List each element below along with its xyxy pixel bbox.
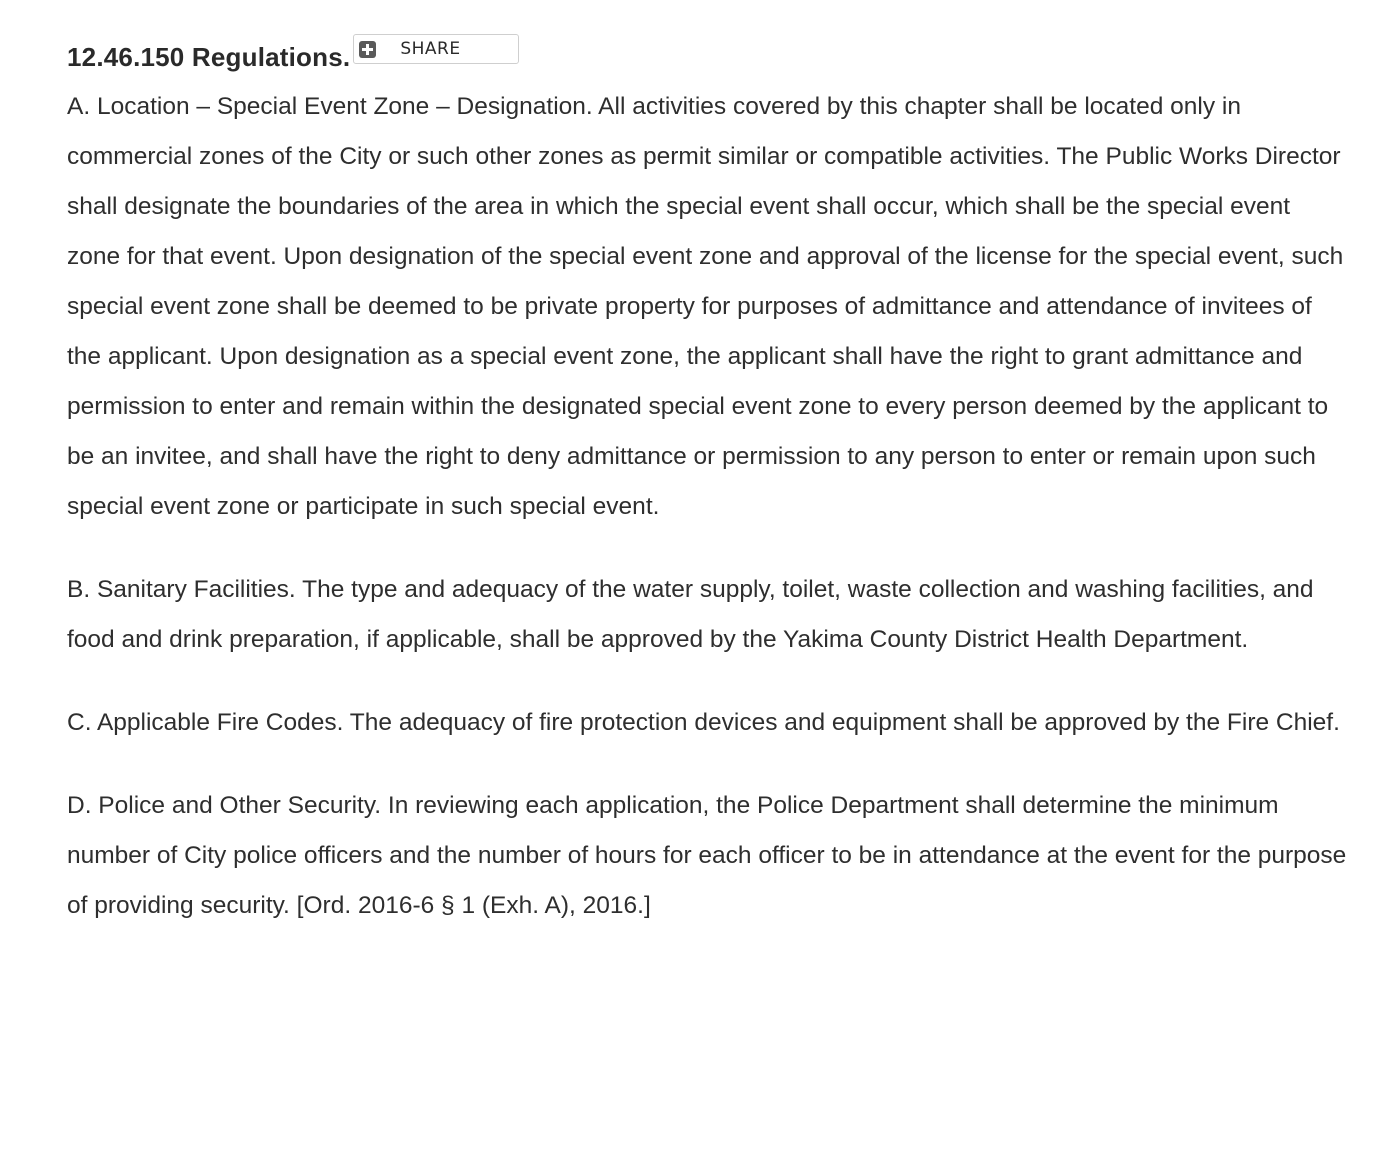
paragraph-d-police: D. Police and Other Security. In reviewing each application, the Police Department shall determine the minimum number of City police officers and the number of hours for each officer to be in attendance at the event for the purpose of providing security. [Ord. 2016-6 § 1 (Exh. A), 2016.] — [67, 792, 1347, 919]
paragraph-a-location: A. Location – Special Event Zone – Designation. All activities covered by this chapter shall be located only in commercial zones of the City or such other zones as permit similar or compatible activities. The Public Works Director shall designate the boundaries of the area in which the special event shall occur, which shall be the special event zone for that event. Upon designation of the special event zone and approval of the license for the special event, such special event zone shall be deemed to be private property for purposes of admittance and attendance of invitees of the applicant. Upon designation as a special event zone, the applicant shall have the right to grant admittance and permission to enter and remain within the designated special event zone to every person deemed by the applicant to be an invitee, and shall have the right to deny admittance or permission to any person to enter or remain upon such special event zone or participate in such special event. — [67, 93, 1344, 520]
paragraph-c-fire-codes: C. Applicable Fire Codes. The adequacy of fire protection devices and equipment shall be approved by the Fire Chief. — [67, 709, 1340, 736]
paragraph-b-sanitary: B. Sanitary Facilities. The type and adequacy of the water supply, toilet, waste collection and washing facilities, and food and drink preparation, if applicable, shall be approved by the Yakima County District Health Department. — [67, 576, 1314, 653]
plus-icon — [359, 41, 376, 58]
share-label: SHARE — [400, 39, 461, 59]
regulation-section — [67, 30, 1347, 931]
heading-row — [67, 30, 1347, 82]
section-title: 12.46.150 Regulations. — [67, 42, 351, 72]
share-button[interactable] — [353, 34, 519, 64]
